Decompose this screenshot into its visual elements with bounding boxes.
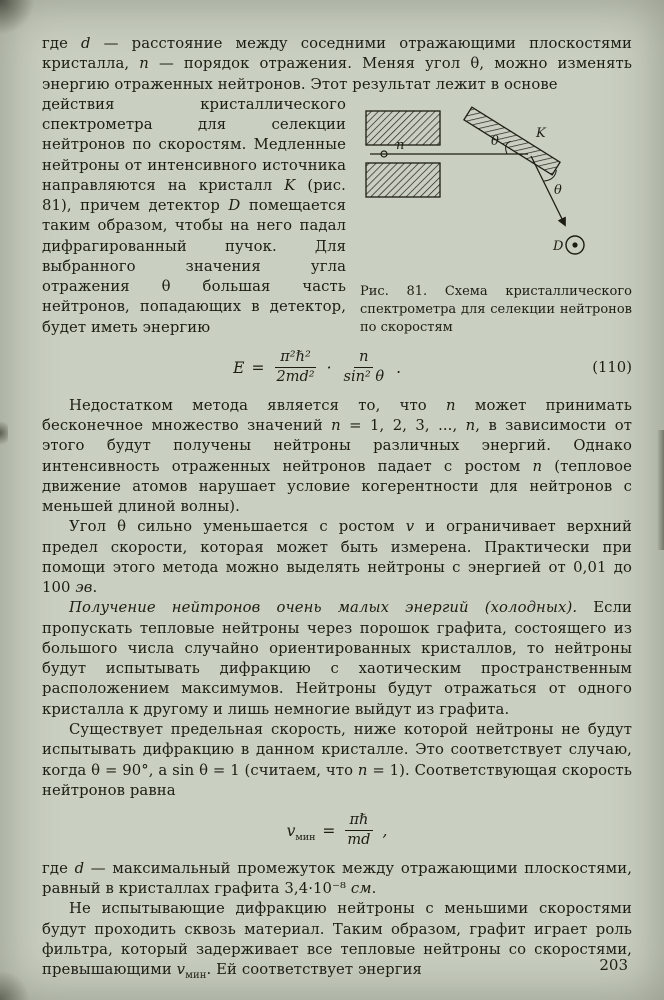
eq2-lhs: $v_{мин}$ bbox=[286, 821, 316, 844]
paragraph-drawback: Недостатком метода является то, что n может принимать бесконечное множество значений n = 1, 2, 3, ..., n, в зависимости от этого будут получены нейтроны различных энергий. Однако интенсивность отраженных нейтронов падает с ростом n (тепловое движение атомов нарушает условие когерентности для нейтронов с меньшей длиной волны). bbox=[42, 396, 633, 516]
theta-label-reflected: θ bbox=[554, 182, 562, 198]
eq1-dot: · bbox=[326, 358, 332, 377]
equation-number: (110) bbox=[592, 359, 632, 377]
spectrometer-diagram bbox=[360, 101, 632, 273]
neutron-label: n bbox=[396, 137, 405, 153]
detector-label: D bbox=[553, 238, 564, 254]
equation-110 bbox=[42, 349, 632, 387]
paragraph-angle-limit: Угол θ сильно уменьшается с ростом v и ограничивает верхний предел скорости, которая может быть измерена. Практически при помощи этого метода можно выделять нейтроны с энергией от 0,01 до 100 эв. bbox=[42, 518, 632, 597]
equation-vmin-body bbox=[287, 812, 388, 850]
crystal-slab bbox=[464, 107, 560, 175]
scan-artifact-top-left bbox=[0, 0, 36, 34]
paragraph-cold-neutrons: Получение нейтронов очень малых энергий (холодных). Если пропускать тепловые нейтроны через порошок графита, состоящего из большого числа случайно ориентированных кристаллов, то нейтроны будут испытывать дифракцию с хаотическим пространственным расположением максимумов. Нейтроны будут отражаться от одного кристалла к другому и лишь немногие выйдут из графита. bbox=[42, 599, 633, 718]
collimator-block-bottom bbox=[366, 163, 440, 197]
paragraph-spectrometer: действия кристаллического спектрометра для селекции нейтронов по скоростям. Медленные нейтроны от интенсивного источника направляются на кристалл K (рис. 81), причем детектор D помещается таким образом, чтобы на него падал дифрагированный пучок. Для выбранного значения угла отражения θ большая часть нейтронов, попадающих в детектор, будет иметь энергию bbox=[42, 95, 347, 336]
eq1-fraction-2: $\frac{n}{\text{sin² θ}}$ bbox=[343, 348, 385, 386]
theta-label-incident: θ bbox=[491, 133, 499, 149]
paragraph-d-definition: где d — максимальный промежуток между отражающими плоскостями, равный в кристаллах графита 3,4·10⁻⁸ см. bbox=[42, 859, 632, 898]
paragraph-intro: где d — расстояние между соседними отражающими плоскостями кристалла, n — порядок отражения. Меняя угол θ, можно изменять энергию отраженных нейтронов. Этот результат лежит в основе bbox=[42, 35, 632, 93]
eq1-lhs: E bbox=[233, 358, 245, 377]
page-content bbox=[42, 34, 632, 980]
equation-110-body bbox=[233, 349, 401, 387]
figure-81 bbox=[360, 101, 632, 337]
detector-dot bbox=[572, 242, 577, 247]
paragraph-filter: Не испытывающие дифракцию нейтроны с меньшими скоростями будут проходить сквозь материал. Таким образом, графит играет роль фильтра, который задерживает все тепловые нейтроны со скоростями, превышающими $v_{мин}$. Ей соответствует энергия bbox=[42, 900, 632, 982]
scan-artifact-left-edge bbox=[0, 420, 8, 446]
scan-artifact-bottom-left bbox=[0, 970, 30, 1000]
figure-caption: Рис. 81. Схема кристаллического спектрометра для селекции нейтронов по скоростям bbox=[360, 283, 632, 335]
eq2-fraction: $\frac{\text{πℏ}}{md}$ bbox=[342, 812, 375, 850]
paragraph-limit-speed: Существует предельная скорость, ниже которой нейтроны не будут испытывать дифракцию в данном кристалле. Это соответствует случаю, когда θ = 90°, а sin θ = 1 (считаем, что n = 1). Соответствующая скорость нейтронов равна bbox=[42, 721, 632, 799]
eq2-equals: = bbox=[322, 821, 336, 840]
eq2-comma: , bbox=[382, 821, 388, 840]
equation-vmin bbox=[42, 812, 632, 850]
eq1-equals: = bbox=[251, 358, 265, 377]
scan-artifact-right-edge bbox=[657, 430, 664, 550]
crystal-label: K bbox=[536, 125, 546, 141]
page-number: 203 bbox=[599, 956, 628, 974]
eq1-period: . bbox=[396, 358, 402, 377]
eq1-fraction-1: $\frac{\text{π²ℏ²}}{\text{2md²}}$ bbox=[276, 348, 315, 386]
